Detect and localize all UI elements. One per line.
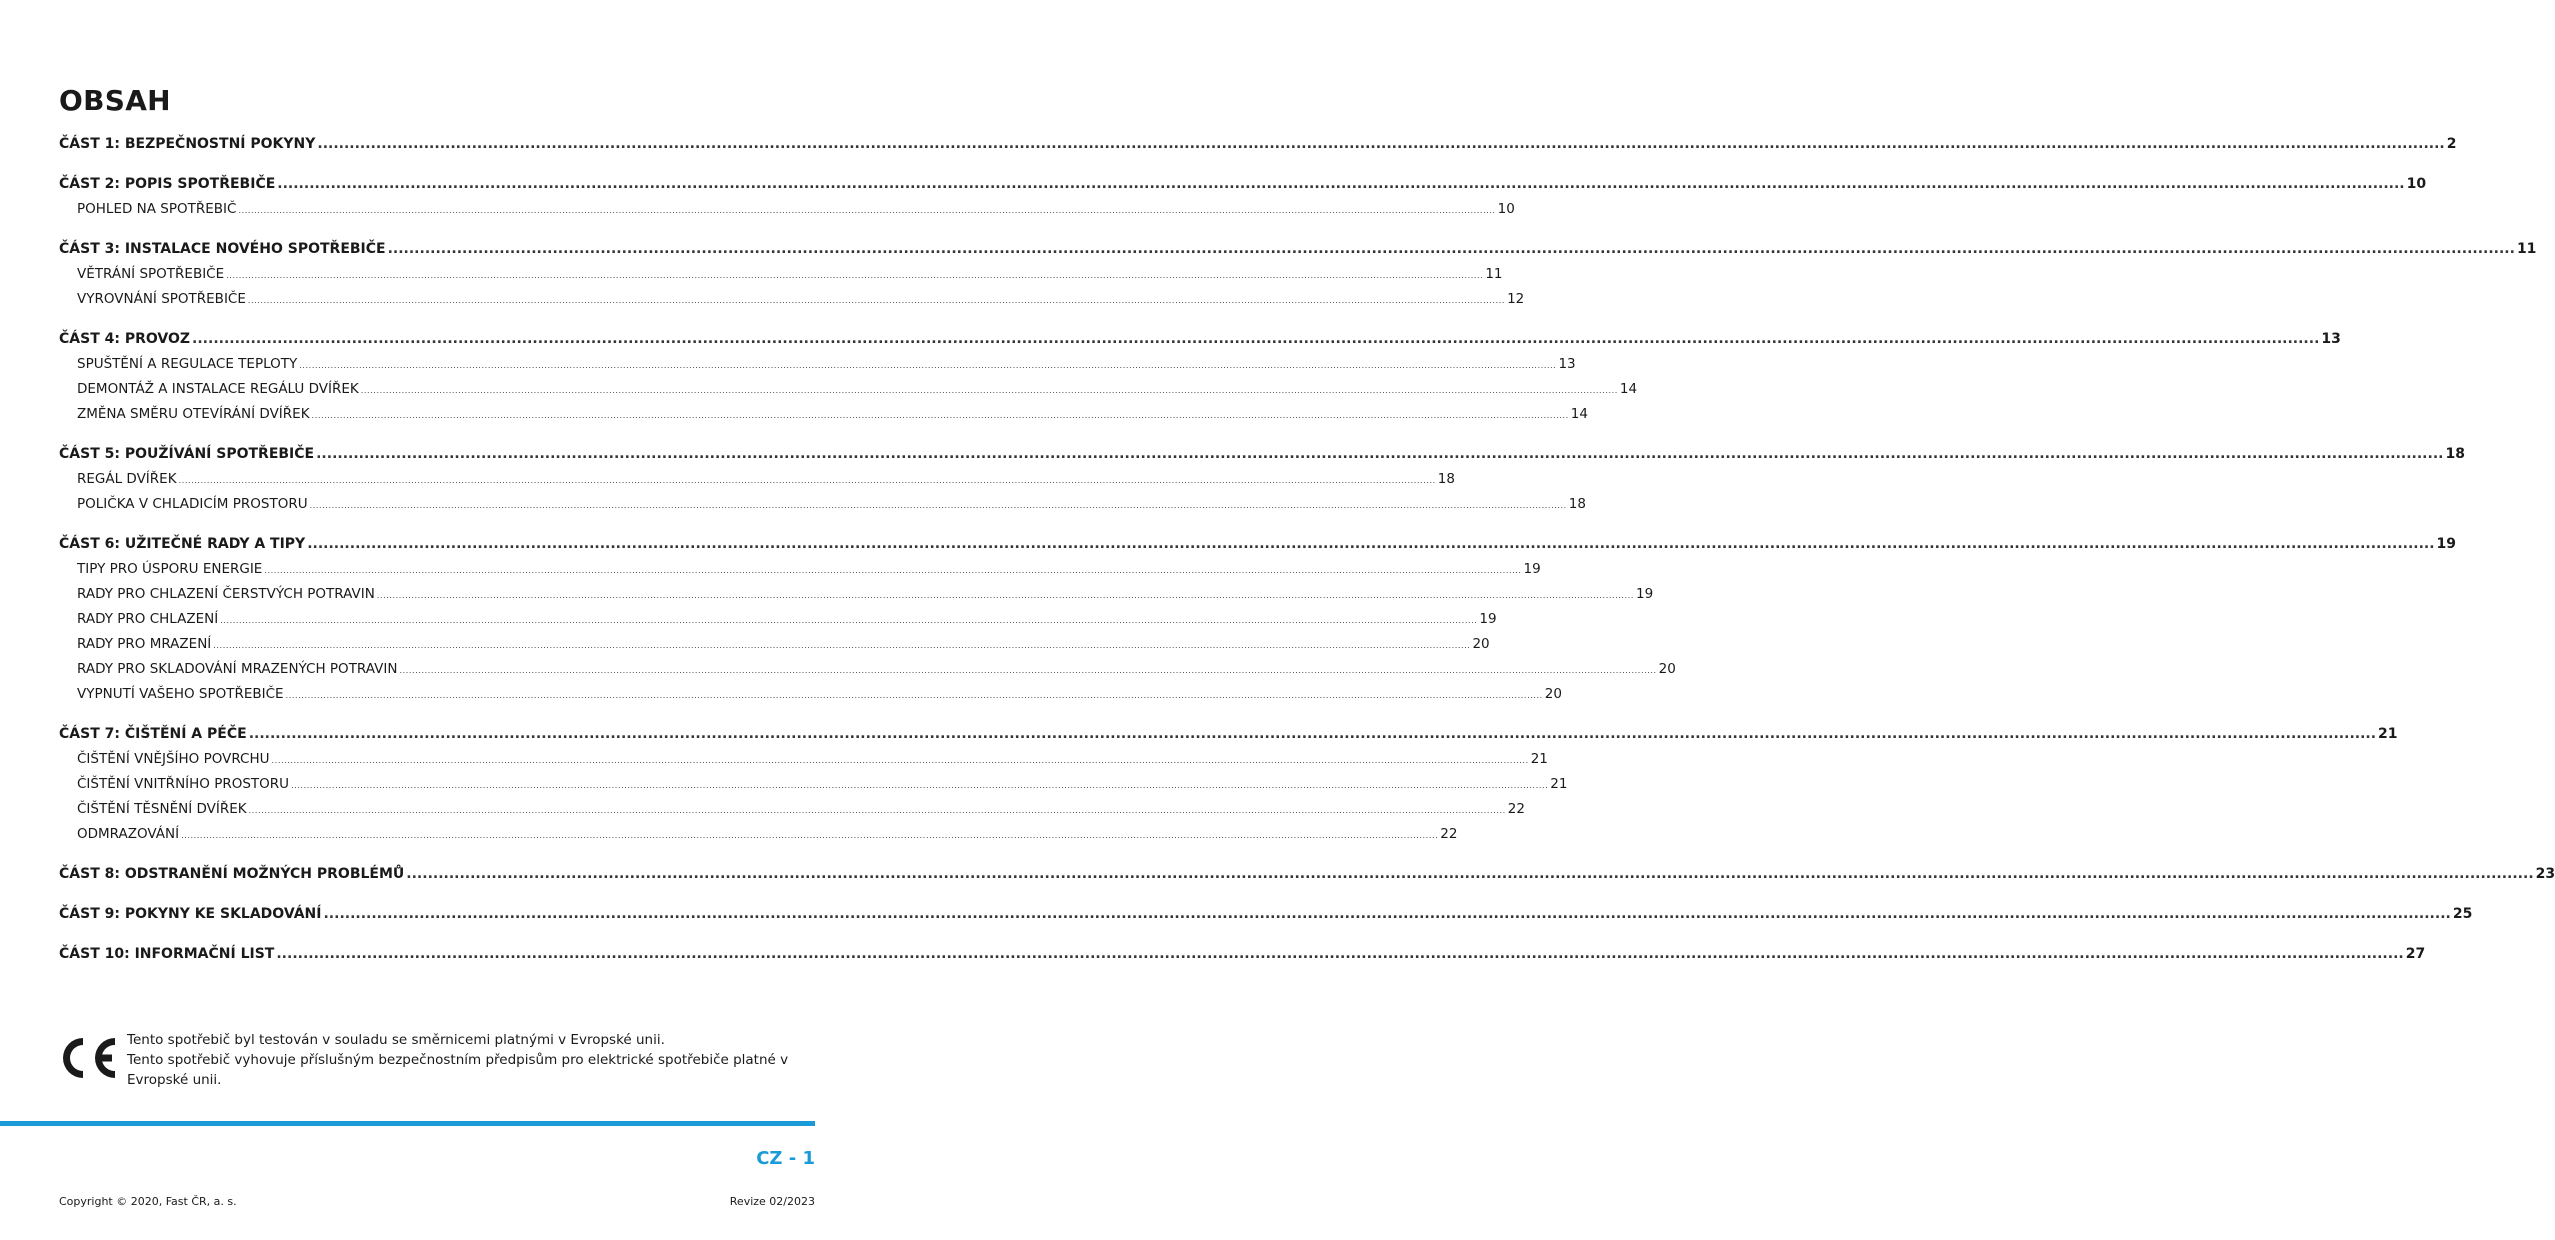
leader-dots: ................................................................................................................................................................................................................................................................................................................................................................................................................ bbox=[311, 411, 1569, 420]
toc-section bbox=[59, 331, 2341, 431]
toc-subsection-entry-label: SPUŠTĚNÍ A REGULACE TEPLOTY bbox=[77, 356, 298, 372]
toc-section-entry-page: 11 bbox=[2516, 241, 2537, 257]
toc-subsection-entry[interactable] bbox=[59, 661, 1676, 686]
leader-dots: ................................................................................................................................................................................................................................................................................................................................................................................................................ bbox=[387, 241, 2515, 257]
toc-section-entry-page: 25 bbox=[2452, 906, 2473, 922]
toc-section-entry-label: ČÁST 4: PROVOZ bbox=[59, 331, 191, 347]
toc-section-entry[interactable] bbox=[59, 136, 2457, 161]
toc-subsection-entry[interactable] bbox=[59, 291, 1525, 316]
leader-dots: ................................................................................................................................................................................................................................................................................................................................................................................................................ bbox=[226, 271, 1484, 280]
leader-dots: ................................................................................................................................................................................................................................................................................................................................................................................................................ bbox=[248, 806, 1506, 815]
toc-section-entry-page: 19 bbox=[2436, 536, 2457, 552]
toc-subsection-entry-label: TIPY PRO ÚSPORU ENERGIE bbox=[77, 561, 263, 577]
leader-dots: ................................................................................................................................................................................................................................................................................................................................................................................................................ bbox=[247, 296, 1506, 305]
toc-subsection-entry-label: RADY PRO CHLAZENÍ ČERSTVÝCH POTRAVIN bbox=[77, 586, 375, 602]
copyright: Copyright © 2020, Fast ČR, a. s. bbox=[59, 1195, 237, 1208]
toc-section bbox=[59, 726, 2398, 851]
toc-section bbox=[59, 241, 2537, 316]
toc-subsection-entry[interactable] bbox=[59, 201, 1515, 226]
leader-dots: ................................................................................................................................................................................................................................................................................................................................................................................................................ bbox=[299, 361, 1557, 370]
toc-subsection-entry-label: POLIČKA V CHLADICÍM PROSTORU bbox=[77, 496, 308, 512]
toc-subsection-entry-page: 20 bbox=[1658, 661, 1676, 677]
toc-section-entry-label: ČÁST 7: ČIŠTĚNÍ A PÉČE bbox=[59, 726, 247, 742]
toc-section-entry[interactable] bbox=[59, 241, 2537, 266]
leader-dots: ................................................................................................................................................................................................................................................................................................................................................................................................................ bbox=[181, 831, 1439, 840]
toc-section-entry-page: 10 bbox=[2406, 176, 2427, 192]
leader-dots: ................................................................................................................................................................................................................................................................................................................................................................................................................ bbox=[178, 476, 1436, 485]
page-number: CZ - 1 bbox=[756, 1148, 815, 1169]
toc-subsection-entry[interactable] bbox=[59, 406, 1588, 431]
toc-subsection-entry-label: ČIŠTĚNÍ VNĚJŠÍHO POVRCHU bbox=[77, 751, 270, 767]
toc-subsection-entry-label: RADY PRO MRAZENÍ bbox=[77, 636, 212, 652]
toc-subsection-entry-label: DEMONTÁŽ A INSTALACE REGÁLU DVÍŘEK bbox=[77, 381, 359, 397]
leader-dots: ................................................................................................................................................................................................................................................................................................................................................................................................................ bbox=[291, 781, 1549, 790]
footer-rule bbox=[0, 1121, 815, 1126]
toc-section-entry-label: ČÁST 9: POKYNY KE SKLADOVÁNÍ bbox=[59, 906, 322, 922]
toc-section-entry[interactable] bbox=[59, 866, 2555, 891]
leader-dots: ................................................................................................................................................................................................................................................................................................................................................................................................................ bbox=[323, 906, 2451, 922]
toc-subsection-entry[interactable] bbox=[59, 826, 1458, 851]
toc-section-entry-page: 23 bbox=[2535, 866, 2555, 882]
toc-subsection-entry-label: VĚTRÁNÍ SPOTŘEBIČE bbox=[77, 266, 225, 282]
toc-section-entry-label: ČÁST 5: POUŽÍVÁNÍ SPOTŘEBIČE bbox=[59, 446, 315, 462]
leader-dots: ................................................................................................................................................................................................................................................................................................................................................................................................................ bbox=[264, 566, 1522, 575]
leader-dots: ................................................................................................................................................................................................................................................................................................................................................................................................................ bbox=[376, 591, 1634, 600]
toc-subsection-entry-label: POHLED NA SPOTŘEBIČ bbox=[77, 201, 237, 217]
toc-section-entry[interactable] bbox=[59, 331, 2341, 356]
table-of-contents bbox=[59, 136, 2555, 986]
toc-subsection-entry-page: 19 bbox=[1635, 586, 1654, 602]
leader-dots: ................................................................................................................................................................................................................................................................................................................................................................................................................ bbox=[276, 946, 2404, 962]
toc-subsection-entry[interactable] bbox=[59, 471, 1455, 496]
toc-section-entry-page: 18 bbox=[2445, 446, 2465, 462]
toc-section-entry-label: ČÁST 8: ODSTRANĚNÍ MOŽNÝCH PROBLÉMŮ bbox=[59, 866, 405, 882]
toc-section bbox=[59, 906, 2473, 931]
toc-subsection-entry-page: 18 bbox=[1568, 496, 1586, 512]
toc-subsection-entry[interactable] bbox=[59, 751, 1548, 776]
toc-subsection-entry-label: ČIŠTĚNÍ VNITŘNÍHO PROSTORU bbox=[77, 776, 290, 792]
toc-subsection-entry-page: 20 bbox=[1544, 686, 1562, 702]
toc-subsection-entry-page: 10 bbox=[1497, 201, 1515, 217]
page-title: OBSAH bbox=[59, 84, 171, 117]
toc-subsection-entry-label: REGÁL DVÍŘEK bbox=[77, 471, 177, 487]
toc-subsection-entry-page: 21 bbox=[1550, 776, 1568, 792]
toc-subsection-entry[interactable] bbox=[59, 686, 1562, 711]
toc-section-entry[interactable] bbox=[59, 946, 2426, 971]
toc-subsection-entry-page: 20 bbox=[1472, 636, 1490, 652]
leader-dots: ................................................................................................................................................................................................................................................................................................................................................................................................................ bbox=[248, 726, 2377, 742]
toc-subsection-entry[interactable] bbox=[59, 611, 1497, 636]
toc-section-entry-page: 2 bbox=[2446, 136, 2457, 152]
toc-subsection-entry-label: ČIŠTĚNÍ TĚSNĚNÍ DVÍŘEK bbox=[77, 801, 247, 817]
leader-dots: ................................................................................................................................................................................................................................................................................................................................................................................................................ bbox=[271, 756, 1529, 765]
leader-dots: ................................................................................................................................................................................................................................................................................................................................................................................................................ bbox=[309, 501, 1567, 510]
leader-dots: ................................................................................................................................................................................................................................................................................................................................................................................................................ bbox=[220, 616, 1478, 625]
toc-subsection-entry[interactable] bbox=[59, 636, 1490, 661]
toc-section-entry[interactable] bbox=[59, 446, 2465, 471]
ce-mark-icon bbox=[59, 1034, 117, 1082]
toc-section bbox=[59, 446, 2465, 521]
toc-subsection-entry[interactable] bbox=[59, 266, 1503, 291]
toc-subsection-entry[interactable] bbox=[59, 801, 1525, 826]
toc-subsection-entry-page: 11 bbox=[1485, 266, 1503, 282]
toc-section-entry-label: ČÁST 1: BEZPEČNOSTNÍ POKYNY bbox=[59, 136, 316, 152]
toc-subsection-entry-label: ODMRAZOVÁNÍ bbox=[77, 826, 180, 842]
ce-text bbox=[127, 1030, 817, 1090]
leader-dots: ................................................................................................................................................................................................................................................................................................................................................................................................................ bbox=[360, 386, 1618, 395]
toc-subsection-entry-label: ZMĚNA SMĚRU OTEVÍRÁNÍ DVÍŘEK bbox=[77, 406, 310, 422]
toc-section bbox=[59, 136, 2457, 161]
leader-dots: ................................................................................................................................................................................................................................................................................................................................................................................................................ bbox=[192, 331, 2320, 347]
toc-section-entry-label: ČÁST 3: INSTALACE NOVÉHO SPOTŘEBIČE bbox=[59, 241, 386, 257]
toc-section bbox=[59, 866, 2555, 891]
toc-section bbox=[59, 536, 2457, 711]
leader-dots: ................................................................................................................................................................................................................................................................................................................................................................................................................ bbox=[317, 136, 2445, 152]
toc-subsection-entry[interactable] bbox=[59, 381, 1638, 406]
toc-subsection-entry[interactable] bbox=[59, 776, 1568, 801]
toc-subsection-entry-label: RADY PRO SKLADOVÁNÍ MRAZENÝCH POTRAVIN bbox=[77, 661, 398, 677]
toc-section-entry[interactable] bbox=[59, 536, 2457, 561]
leader-dots: ................................................................................................................................................................................................................................................................................................................................................................................................................ bbox=[238, 206, 1496, 215]
leader-dots: ................................................................................................................................................................................................................................................................................................................................................................................................................ bbox=[316, 446, 2444, 462]
toc-section-entry-page: 13 bbox=[2321, 331, 2341, 347]
toc-subsection-entry-label: VYPNUTÍ VAŠEHO SPOTŘEBIČE bbox=[77, 686, 284, 702]
leader-dots: ................................................................................................................................................................................................................................................................................................................................................................................................................ bbox=[399, 666, 1657, 675]
toc-section bbox=[59, 176, 2427, 226]
toc-section-entry-label: ČÁST 2: POPIS SPOTŘEBIČE bbox=[59, 176, 276, 192]
revision: Revize 02/2023 bbox=[729, 1195, 815, 1208]
toc-section-entry-page: 21 bbox=[2378, 726, 2398, 742]
toc-subsection-entry-page: 19 bbox=[1523, 561, 1541, 577]
toc-subsection-entry-page: 18 bbox=[1437, 471, 1455, 487]
toc-subsection-entry[interactable] bbox=[59, 496, 1586, 521]
toc-section-entry[interactable] bbox=[59, 176, 2427, 201]
toc-section-entry-label: ČÁST 6: UŽITEČNÉ RADY A TIPY bbox=[59, 536, 306, 552]
toc-subsection-entry-label: RADY PRO CHLAZENÍ bbox=[77, 611, 219, 627]
ce-line-1: Tento spotřebič byl testován v souladu se směrnicemi platnými v Evropské unii. bbox=[127, 1032, 665, 1048]
toc-section-entry-label: ČÁST 10: INFORMAČNÍ LIST bbox=[59, 946, 275, 962]
leader-dots: ................................................................................................................................................................................................................................................................................................................................................................................................................ bbox=[213, 641, 1471, 650]
toc-subsection-entry-label: VYROVNÁNÍ SPOTŘEBIČE bbox=[77, 291, 246, 307]
leader-dots: ................................................................................................................................................................................................................................................................................................................................................................................................................ bbox=[307, 536, 2435, 552]
toc-subsection-entry-page: 21 bbox=[1530, 751, 1548, 767]
leader-dots: ................................................................................................................................................................................................................................................................................................................................................................................................................ bbox=[406, 866, 2534, 882]
leader-dots: ................................................................................................................................................................................................................................................................................................................................................................................................................ bbox=[277, 176, 2405, 192]
toc-subsection-entry-page: 12 bbox=[1507, 291, 1525, 307]
toc-subsection-entry-page: 13 bbox=[1558, 356, 1576, 372]
toc-subsection-entry[interactable] bbox=[59, 356, 1576, 381]
toc-subsection-entry-page: 14 bbox=[1570, 406, 1588, 422]
toc-section bbox=[59, 946, 2426, 971]
toc-subsection-entry-page: 22 bbox=[1507, 801, 1525, 817]
toc-section-entry-page: 27 bbox=[2405, 946, 2426, 962]
toc-section-entry[interactable] bbox=[59, 726, 2398, 751]
toc-section-entry[interactable] bbox=[59, 906, 2473, 931]
toc-subsection-entry[interactable] bbox=[59, 586, 1654, 611]
toc-subsection-entry-page: 22 bbox=[1440, 826, 1458, 842]
toc-subsection-entry-page: 19 bbox=[1479, 611, 1497, 627]
ce-line-2: Tento spotřebič vyhovuje příslušným bezpečnostním předpisům pro elektrické spotřebiče platné v Evropské unii. bbox=[127, 1052, 789, 1088]
leader-dots: ................................................................................................................................................................................................................................................................................................................................................................................................................ bbox=[285, 691, 1543, 700]
toc-subsection-entry[interactable] bbox=[59, 561, 1541, 586]
toc-subsection-entry-page: 14 bbox=[1619, 381, 1638, 397]
